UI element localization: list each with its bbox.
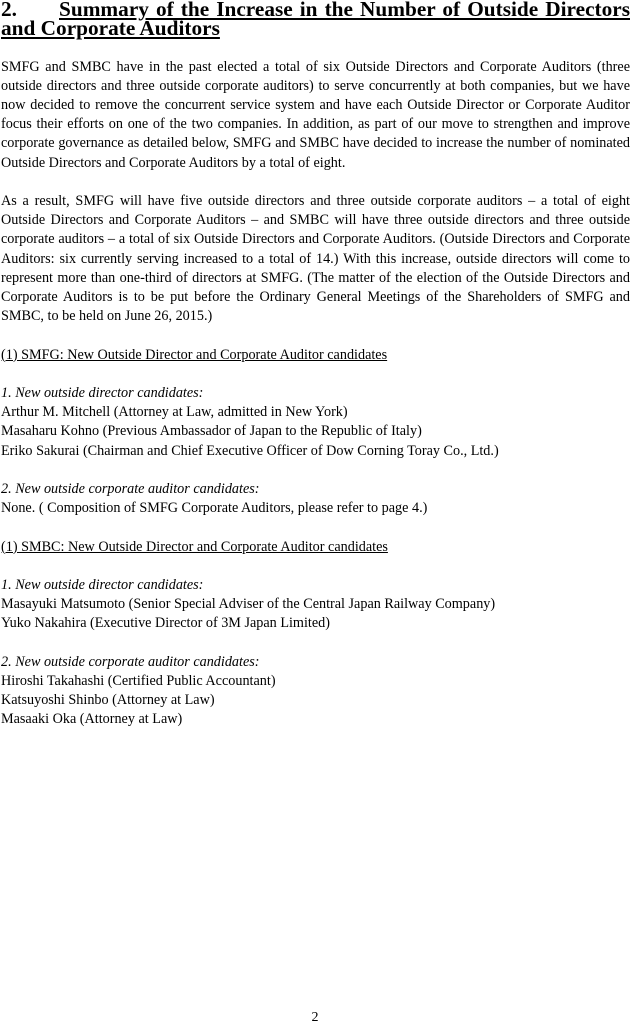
smbc-section [1,538,630,730]
spacer [1,557,630,576]
smfg-auditors-label: 2. New outside corporate auditor candidates: [1,481,260,497]
smbc-auditor-item: Katsuyoshi Shinbo (Attorney at Law) [1,692,215,709]
spacer [1,461,630,480]
smfg-heading: (1) SMFG: New Outside Director and Corporate Auditor candidates [1,346,388,363]
paragraph-concurrent-service: SMFG and SMBC have in the past elected a total of six Outside Directors and Corporate Auditors (three outside directors and three outside corporate auditors) to serve concurrently at both companies, but we have now decided to remove the concurrent service system and have each Outside Director or Corporate Auditor focus their efforts on one of the two companies. In addition, as part of our move to strengthen and improve corporate governance as detailed below, SMFG and SMBC have decided to increase the number of nominated Outside Directors and Corporate Auditors by a total of eight. [1,58,630,171]
smbc-heading: (1) SMBC: New Outside Director and Corporate Auditor candidates [1,538,388,555]
smfg-director-item: Arthur M. Mitchell (Attorney at Law, admitted in New York) [1,404,348,421]
smfg-auditor-item: None. ( Composition of SMFG Corporate Auditors, please refer to page 4.) [1,500,428,517]
smbc-auditor-item: Masaaki Oka (Attorney at Law) [1,711,183,728]
smfg-directors-label: 1. New outside director candidates: [1,385,204,401]
section-number: 2. [1,0,17,21]
smfg-section [1,346,630,519]
spacer [1,634,630,653]
spacer [1,326,630,345]
smfg-director-item: Eriko Sakurai (Chairman and Chief Executive Officer of Dow Corning Toray Co., Ltd.) [1,442,499,459]
paragraph-result: As a result, SMFG will have five outside directors and three outside corporate auditors – a total of eight Outside Directors and Corporate Auditors – and SMBC will have three outside directors and three outside corporate auditors – a total of six Outside Directors and Corporate Auditors. (Outside Directors and Corporate Auditors: six currently serving increased to a total of 14.) With this increase, outside directors will come to represent more than one-third of directors at SMFG. (The matter of the election of the Outside Directors and Corporate Auditors is to be put before the Ordinary General Meetings of the Shareholders of SMFG and SMBC, to be held on June 26, 2015.) [1,193,630,325]
spacer [1,173,630,192]
smbc-auditors-label: 2. New outside corporate auditor candidates: [1,653,260,670]
section-title: Summary of the Increase in the Number of Outside Directors and Corporate Auditors [1,0,630,41]
smbc-directors-label: 1. New outside director candidates: [1,576,204,593]
spacer [1,518,630,537]
smbc-director-item: Masayuki Matsumoto (Senior Special Adviser of the Central Japan Railway Company) [1,596,496,613]
smbc-director-item: Yuko Nakahira (Executive Director of 3M Japan Limited) [1,615,330,632]
smbc-auditor-item: Hiroshi Takahashi (Certified Public Accountant) [1,672,276,689]
smfg-director-item: Masaharu Kohno (Previous Ambassador of Japan to the Republic of Italy) [1,423,422,440]
spacer [1,38,630,57]
document-body [1,0,630,730]
section-heading [1,0,630,41]
spacer [1,365,630,384]
page-number: 2 [311,1010,319,1025]
